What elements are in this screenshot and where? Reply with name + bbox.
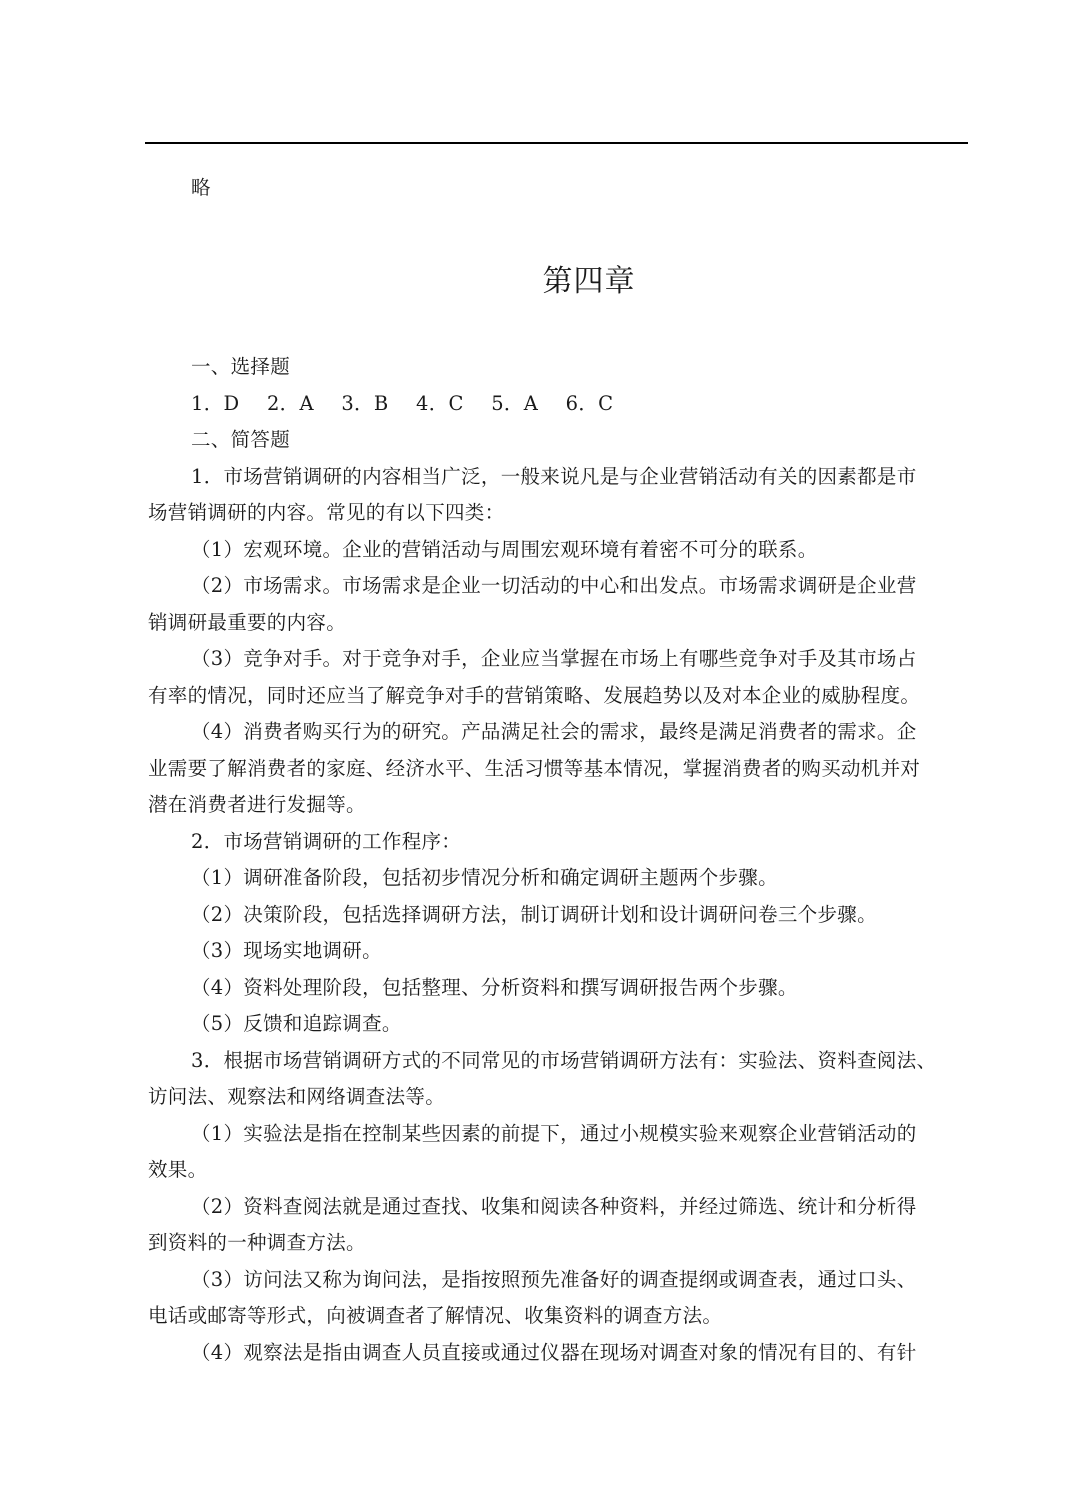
answer-item: 6．C	[565, 391, 614, 415]
paragraph-line: 1．市场营销调研的内容相当广泛，一般来说凡是与企业营销活动有关的因素都是市	[191, 464, 917, 488]
paragraph-line: 3．根据市场营销调研方式的不同常见的市场营销调研方法有：实验法、资料查阅法、	[191, 1048, 937, 1072]
top-note-block	[148, 170, 968, 207]
answer-item: 3．B	[341, 391, 389, 415]
answer-item: 1．D	[191, 391, 240, 415]
paragraph-line: 场营销调研的内容。常见的有以下四类：	[148, 501, 505, 524]
chapter-title: 第四章	[542, 264, 636, 299]
paragraph-line: 到资料的一种调查方法。	[148, 1231, 366, 1254]
paragraph-line: （2）资料查阅法就是通过查找、收集和阅读各种资料，并经过筛选、统计和分析得	[191, 1194, 917, 1218]
paragraph-line: （2）决策阶段，包括选择调研方法，制订调研计划和设计调研问卷三个步骤。	[191, 902, 877, 926]
paragraph-line: （1）宏观环境。企业的营销活动与周围宏观环境有着密不可分的联系。	[191, 537, 818, 561]
paragraph-line: （5）反馈和追踪调查。	[191, 1012, 402, 1035]
paragraph-line: （1）实验法是指在控制某些因素的前提下，通过小规模实验来观察企业营销活动的	[191, 1121, 917, 1145]
paragraph-line: （4）观察法是指由调查人员直接或通过仪器在现场对调查对象的情况有目的、有针	[191, 1340, 917, 1364]
paragraph-line: （3）现场实地调研。	[191, 939, 382, 962]
section-heading-short-answer: 二、简答题	[191, 428, 291, 451]
answer-item: 5．A	[491, 391, 539, 415]
paragraph-line: 效果。	[148, 1158, 208, 1181]
paragraph-line: （3）访问法又称为询问法，是指按照预先准备好的调查提纲或调查表，通过口头、	[191, 1267, 917, 1291]
paragraph-line: 访问法、观察法和网络调查法等。	[148, 1085, 446, 1108]
answer-row	[148, 386, 968, 423]
paragraph-line: 潜在消费者进行发掘等。	[148, 793, 366, 816]
top-note: 略	[191, 176, 211, 199]
paragraph-line: 2．市场营销调研的工作程序：	[191, 829, 462, 853]
paragraph-line: 有率的情况，同时还应当了解竞争对手的营销策略、发展趋势以及对本企业的威胁程度。	[148, 683, 921, 707]
paragraph-line: （1）调研准备阶段，包括初步情况分析和确定调研主题两个步骤。	[191, 866, 778, 889]
header-rule	[145, 142, 968, 144]
paragraph-line: 电话或邮寄等形式，向被调查者了解情况、收集资料的调查方法。	[148, 1304, 723, 1327]
answer-item: 4．C	[415, 391, 464, 415]
paragraph-line: 销调研最重要的内容。	[148, 610, 347, 634]
paragraph-line: （2）市场需求。市场需求是企业一切活动的中心和出发点。市场需求调研是企业营	[191, 574, 917, 597]
paragraph-line: （3）竞争对手。对于竞争对手，企业应当掌握在市场上有哪些竞争对手及其市场占	[191, 647, 917, 670]
paragraph-line: （4）资料处理阶段，包括整理、分析资料和撰写调研报告两个步骤。	[191, 975, 798, 999]
paragraph-line: 业需要了解消费者的家庭、经济水平、生活习惯等基本情况，掌握消费者的购买动机并对	[148, 756, 921, 780]
paragraph-line: （4）消费者购买行为的研究。产品满足社会的需求，最终是满足消费者的需求。企	[191, 720, 917, 743]
section-heading-choice: 一、选择题	[191, 355, 291, 378]
chapter-body	[148, 349, 968, 1371]
answer-item: 2．A	[266, 391, 314, 415]
